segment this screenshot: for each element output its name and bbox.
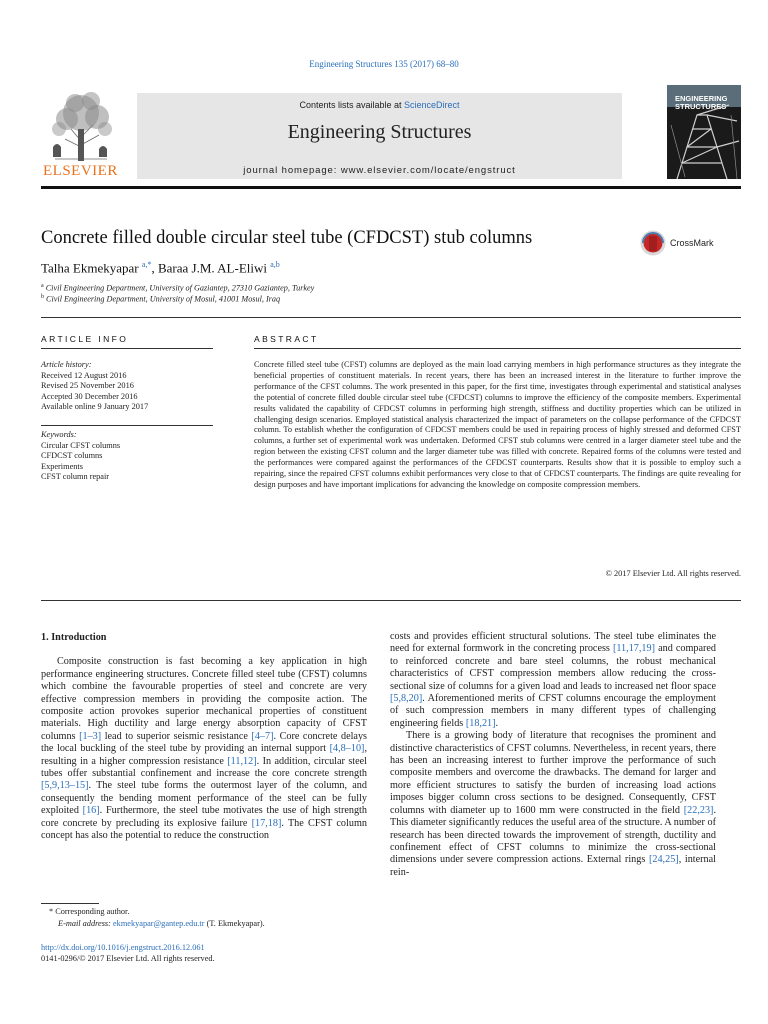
body-text: , internal rein- <box>390 854 716 878</box>
header-rule <box>41 186 741 189</box>
author-list <box>41 260 280 276</box>
corresponding-author-note: * Corresponding author. <box>49 907 130 916</box>
body-text: There is a growing body of literature that recognises the prominent and distinctive characteristics of CFST columns. Nevertheless, in recent years, there has been an increasing interest to further improve the performance of such composite members and overcome the drawbacks. The demand for larger and more efficient structures to satisfy the burden of increasing load actions imposes bigger column cross sections to be designed. Consequently, CFST columns with diameter up to 1600 mm were constructed in the field <box>390 730 716 816</box>
citation-link[interactable]: [22,23] <box>683 804 714 816</box>
affiliation-a <box>41 283 314 293</box>
citation-link[interactable]: [4–7] <box>251 730 274 742</box>
body-text: and compared to reinforced concrete and bare steel columns, the robust mechanical characteristics of CFST compression members allow reducing the cross-sectional size of columns for a given load and leads to increased net floor space <box>390 643 716 692</box>
abstract-divider <box>254 348 741 349</box>
body-text: lead to superior seismic resistance <box>101 730 252 742</box>
body-column-right <box>390 631 716 879</box>
issn-line: 0141-0296/© 2017 Elsevier Ltd. All rights reserved. <box>41 954 215 963</box>
citation-link[interactable]: [5,8,20] <box>390 693 423 705</box>
email-link[interactable]: ekmekyapar@gantep.edu.tr <box>113 919 205 928</box>
affiliation-text: Civil Engineering Department, University of Gaziantep, 27310 Gaziantep, Turkey <box>45 283 315 293</box>
journal-citation[interactable]: Engineering Structures 135 (2017) 68–80 <box>309 59 459 69</box>
elsevier-wordmark: ELSEVIER <box>43 163 118 179</box>
journal-title: Engineering Structures <box>287 121 472 143</box>
body-text: . <box>495 717 499 729</box>
abstract-heading: ABSTRACT <box>254 334 319 344</box>
body-text: . Furthermore, the steel tube motivates the use of high strength core concrete by precluding its explosive failure <box>41 805 367 829</box>
article-info-divider <box>41 348 213 349</box>
author-separator: , <box>151 260 158 276</box>
citation-link[interactable]: [1–3] <box>79 730 102 742</box>
cover-structure-icon <box>667 85 741 179</box>
cover-title-line-2: STRUCTURES <box>675 102 727 111</box>
crossmark-icon <box>640 229 666 257</box>
citation-link[interactable]: [4,8–10] <box>329 743 365 755</box>
body-text: costs and provides efficient structural solutions. The steel tube eliminates the need for external formwork in the concreting process <box>390 631 716 655</box>
history-divider <box>41 425 213 426</box>
history-item: Available online 9 January 2017 <box>41 402 149 412</box>
keywords-label: Keywords: <box>41 430 77 439</box>
crossmark-badge[interactable] <box>640 229 750 259</box>
email-label: E-mail address: <box>58 919 113 928</box>
body-column-left <box>41 631 367 843</box>
affiliation-marker: a <box>41 283 44 289</box>
body-text: . The CFST column concept has also the potential to reduce the construction <box>41 817 367 842</box>
footnote-divider <box>41 903 99 904</box>
citation-link[interactable]: [11,12] <box>227 755 257 767</box>
affiliation-divider <box>41 317 741 318</box>
body-paragraph <box>390 730 716 879</box>
journal-header <box>41 85 741 179</box>
citation-link[interactable]: [24,25] <box>648 854 679 866</box>
body-text: . This diameter significantly reduces the useful area of the structure. A number of research has been directed towards the improvement of strength, ductility and confinement effect of CFST columns to minimize the cross-sectional dimensions under severe compression actions. External rings <box>390 804 716 866</box>
article-history <box>41 360 213 413</box>
email-note <box>58 919 265 928</box>
author-name: Baraa J.M. AL-Eliwi <box>157 260 267 276</box>
cover-title-line-1: ENGINEERING <box>675 94 728 103</box>
body-text: . The steel tube forms the outermost layer of the column, and consequently the bending moment performance of the steel can be fully exploited <box>41 780 367 817</box>
citation-link[interactable]: [18,21] <box>465 717 496 729</box>
section-heading-introduction: 1. Introduction <box>41 632 107 643</box>
citation-link[interactable]: [17,18] <box>251 817 282 829</box>
email-owner: (T. Ekmekyapar). <box>204 919 265 928</box>
keyword-item: Circular CFST columns <box>41 440 121 450</box>
article-info-heading: ARTICLE INFO <box>41 334 129 344</box>
journal-homepage[interactable]: journal homepage: www.elsevier.com/locate/engstruct <box>243 165 516 176</box>
keyword-item: CFST column repair <box>41 472 110 482</box>
history-item: Received 12 August 2016 <box>41 370 127 380</box>
author-affiliation-marker[interactable]: a,b <box>270 260 280 269</box>
affiliation-text: Civil Engineering Department, University of Mosul, 41001 Mosul, Iraq <box>46 294 281 304</box>
crossmark-label: CrossMark <box>670 238 714 248</box>
affiliation-b <box>41 294 280 304</box>
history-item: Revised 25 November 2016 <box>41 381 134 391</box>
author-name: Talha Ekmekyapar <box>41 260 139 276</box>
citation-link[interactable]: [16] <box>82 805 100 817</box>
keyword-item: CFDCST columns <box>41 451 103 461</box>
doi-link[interactable]: http://dx.doi.org/10.1016/j.engstruct.2016.12.061 <box>41 943 205 952</box>
body-text: . In addition, circular steel tubes offer substantial confinement and increase the core concrete strength <box>41 755 368 780</box>
elsevier-logo[interactable] <box>41 85 123 179</box>
keywords <box>41 430 213 483</box>
body-text: , resulting in a higher compression resistance <box>41 743 367 767</box>
sciencedirect-link[interactable]: ScienceDirect <box>404 100 460 110</box>
body-text: . Core concrete delays the local buckling of the steel tube by providing an internal support <box>41 730 368 755</box>
contents-line <box>137 100 622 110</box>
author-affiliation-marker[interactable]: a,* <box>141 260 152 269</box>
abstract-copyright: © 2017 Elsevier Ltd. All rights reserved. <box>605 569 741 578</box>
article-title: Concrete filled double circular steel tube (CFDCST) stub columns <box>41 228 533 248</box>
elsevier-tree-icon <box>41 85 123 163</box>
body-text: . Aforementioned merits of CFST columns encourage the employment of such compression members in many different types of challenging engineering fields <box>390 693 716 729</box>
journal-banner <box>137 93 622 179</box>
body-paragraph <box>41 656 367 842</box>
contents-prefix: Contents lists available at <box>299 100 405 110</box>
history-item: Accepted 30 December 2016 <box>41 391 138 401</box>
keyword-item: Experiments <box>41 461 83 471</box>
affiliation-marker: b <box>41 294 44 300</box>
abstract-bottom-rule <box>41 600 741 601</box>
citation-link[interactable]: [5,9,13–15] <box>41 780 89 792</box>
citation-link[interactable]: [11,17,19] <box>612 643 656 655</box>
body-paragraph <box>390 631 716 730</box>
body-text: Composite construction is fast becoming a key application in high performance engineering structures. Concrete filled steel tube (CFST) columns which combine the favourable properties of steel and concrete are very effective compression members in providing the composite action. The composite action provokes superior mechanical properties of constituent materials. High ductility and large energy absorption capacity of CFST columns <box>41 656 367 742</box>
history-label: Article history: <box>41 360 92 369</box>
abstract-text: Concrete filled steel tube (CFST) columns are deployed as the main load carrying members in high performance structures as they integrate the beneficial properties of constituent materials. In recent years, there has been an increased interest in the literature to further improve the performance of the CFST columns. The work presented in this paper, for the first time, investigates through experimental and statistical analyses the potential of concrete filled double circular steel tube (CFDCST) columns to improve the efficiency of the composite members. Experimental results validated the capability of CFDCST columns in performing high strength, stiffness and ductility properties which can be utilized in challenging design scenarios. Employed statistical analysis characterized the impact of parameters on the collapse performance of the CFDCST column. To establish whether the configuration of CFDCST members could be used in repairing process of highly stressed and deformed CFST columns, a further set of experimental work was undertaken. Deformed CFST stub columns were centred in a larger diameter steel tube and the region between the existing CFST column and the larger diameter tube was filled with concrete. Repaired forms of the columns were tested and the performances were compared against the performances of the CFDCST counterparts. Results show that it is possible to employ such a repairing, since the repaired CFST columns exhibit performances very close to that of CFDCST counterparts. The findings are quite revealing for design purposes and have important implications for advancing the knowledge on composite compression members. <box>254 360 741 489</box>
journal-cover[interactable] <box>667 85 741 179</box>
